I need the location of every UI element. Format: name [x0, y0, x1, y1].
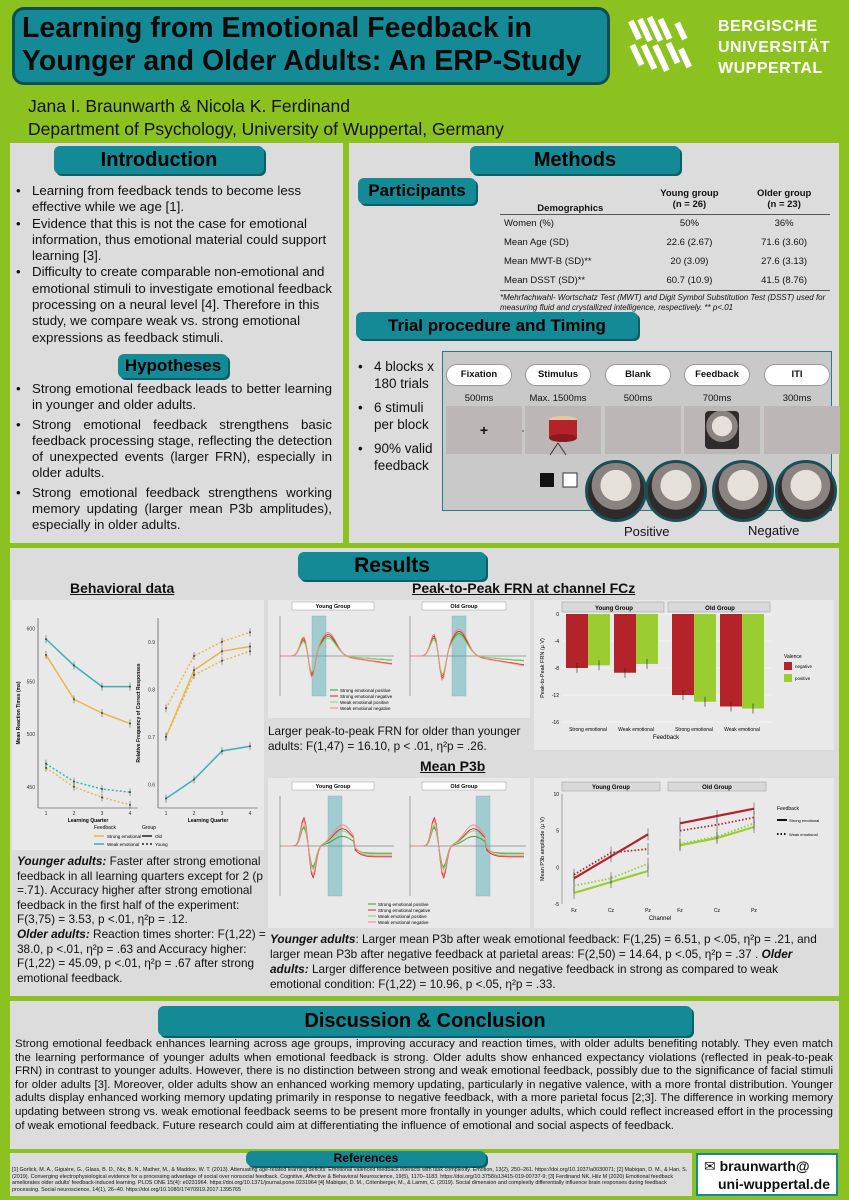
- data-point: [193, 674, 195, 676]
- table-row: Women (%) 50% 36%: [504, 218, 794, 230]
- x-axis-label: Channel: [648, 916, 672, 922]
- p3b-line-figure: [534, 778, 834, 928]
- positive-label: Positive: [624, 524, 670, 539]
- positive-face-2: [645, 460, 707, 522]
- stage-stimulus: Stimulus: [525, 364, 591, 386]
- series-line: [46, 655, 130, 724]
- bar: [614, 614, 636, 673]
- y-tick-label: -4: [554, 639, 559, 645]
- data-point: [221, 750, 223, 752]
- series-line: [166, 746, 250, 798]
- x-tick-label: Cz: [607, 908, 615, 914]
- legend-label: Weak emotional negative: [378, 920, 429, 925]
- table-header: Demographics: [537, 202, 604, 214]
- legend-label: negative: [795, 664, 813, 669]
- bar: [588, 614, 610, 665]
- x-tick-label: Strong emotional: [675, 727, 713, 733]
- p3b-younger: : Larger mean P3b after weak emotional feedback: F(1,25) = 6.51, p <.05, η²p = .21, and larger mean P3b after negative feedback at parietal areas: F(2,50) = 14.64, p <.05, η²p = .37 .: [270, 932, 817, 961]
- erp-waveform: [412, 818, 524, 878]
- data-point: [129, 723, 131, 725]
- duration-fixation: 500ms: [464, 393, 494, 404]
- x-tick-label: 3: [100, 811, 104, 817]
- series-line: [166, 647, 250, 737]
- series-line: [46, 768, 130, 805]
- group-label: Old Group: [450, 784, 478, 790]
- legend-label: Weak emotional positive: [340, 700, 389, 705]
- y-tick-label: 0.6: [148, 782, 155, 789]
- table-row: Mean DSST (SD)** 60.7 (10.9) 41.5 (8.76): [500, 271, 830, 290]
- x-tick-label: Weak emotional: [724, 727, 760, 733]
- frn-erp-figure: [268, 600, 530, 718]
- series-line: [166, 651, 250, 737]
- bar: [720, 614, 742, 706]
- bar: [694, 614, 716, 702]
- y-tick-label: 5: [556, 828, 559, 835]
- frn-bar-chart: [534, 600, 834, 750]
- series-line: [46, 639, 130, 687]
- behavioral-figure: [12, 600, 264, 850]
- legend-label: Strong emotional: [107, 834, 142, 839]
- data-point: [221, 641, 223, 643]
- p3b-erp-chart: [268, 778, 530, 928]
- series-line: [46, 764, 130, 793]
- table-header: Older group (n = 23): [756, 187, 812, 210]
- legend-label: Strong emotional positive: [340, 688, 391, 693]
- negative-label: Negative: [748, 523, 800, 538]
- contact-line-2: uni-wuppertal.de: [718, 1176, 830, 1192]
- x-tick-label: 3: [220, 811, 224, 817]
- legend-title: Group: [142, 825, 156, 831]
- stage-blank: Blank: [605, 364, 671, 386]
- time-window-shade: [452, 616, 466, 696]
- y-tick-label: -5: [554, 902, 559, 908]
- data-point: [129, 686, 131, 688]
- y-tick-label: 500: [26, 732, 35, 739]
- data-point: [249, 650, 251, 652]
- frn-erp-chart: [268, 600, 530, 718]
- y-tick-label: -12: [551, 693, 559, 699]
- x-tick-label: Weak emotional: [618, 727, 654, 733]
- group-label: Young Group: [315, 784, 351, 790]
- time-window-shade: [476, 796, 490, 896]
- behavioral-heading: Behavioral data: [70, 580, 175, 596]
- data-point: [101, 788, 103, 790]
- hypothesis-bullet: • Strong emotional feedback strengthens basic feedback processing stage, reflecting the detection of unexpected events (larger FRN), especially in older adults.: [14, 417, 332, 482]
- y-tick-label: 0.9: [148, 639, 155, 646]
- y-tick-label: 450: [26, 784, 35, 791]
- legend-swatch: [784, 662, 792, 670]
- data-point: [129, 791, 131, 793]
- y-tick-label: -16: [551, 720, 559, 726]
- legend-title: Feedback: [94, 825, 116, 831]
- stage-feedback: Feedback: [684, 364, 750, 386]
- trial-bullets: [356, 358, 438, 474]
- erp-waveform: [412, 629, 524, 680]
- older-behavioral: Reaction times shorter: F(1,22) = 38.0, p <.01, η²p = .63 and Accuracy higher: F(1,22) = 45.09, p <.01, η²p = .67 after strong emotional feedback.: [17, 926, 266, 985]
- bar: [672, 614, 694, 695]
- demographics-table: [500, 184, 830, 291]
- table-note: *Mehrfachwahl- Wortschatz Test (MWT) and Digit Symbol Substitution Test (DSST) used for measuring fluid and crystallized intelligence, respectively. ** p<.01: [500, 292, 826, 312]
- y-axis-label: Mean P3b amplitude (µ V): [540, 816, 546, 882]
- bar: [636, 614, 658, 664]
- data-point: [45, 654, 47, 656]
- table-row: Mean MWT-B (SD)** 20 (3.09) 27.6 (3.13): [504, 256, 808, 267]
- x-tick-label: 1: [44, 811, 48, 817]
- department: Department of Psychology, University of Wuppertal, Germany: [28, 119, 504, 139]
- legend-label: Weak emotional negative: [340, 706, 391, 711]
- y-axis-label: Peak-to-Peak FRN (µ V): [540, 638, 546, 698]
- data-point: [193, 779, 195, 781]
- title-line-1: Learning from Emotional Feedback in: [22, 12, 532, 44]
- data-point: [73, 698, 75, 700]
- legend-swatch: [784, 674, 792, 682]
- legend-label: Strong emotional negative: [340, 694, 393, 699]
- duration-stimulus: Max. 1500ms: [529, 393, 587, 404]
- p3b-line-chart: [534, 778, 834, 928]
- x-tick-label: 4: [248, 811, 252, 817]
- results-heading: Results: [298, 552, 486, 580]
- table-header: Young group (n = 26): [660, 187, 719, 210]
- trial-bullet: • 6 stimuli per block: [356, 399, 438, 433]
- intro-bullet: • Difficulty to create comparable non-emotional and emotional stimuli to investigate emotional feedback processing on a neural level [4]. Therefore in this study, we compare weak vs. strong emotional expressions as feedback stimuli.: [14, 264, 336, 345]
- discussion-heading: Discussion & Conclusion: [158, 1006, 692, 1036]
- data-point: [221, 650, 223, 652]
- p3b-results-text: [270, 932, 830, 992]
- duration-feedback: 700ms: [702, 393, 732, 404]
- x-axis-label: Feedback: [652, 735, 680, 741]
- university-name-2: UNIVERSITÄT: [718, 39, 831, 56]
- p3b-erp-figure: [268, 778, 530, 928]
- x-tick-label: 2: [72, 811, 76, 817]
- y-tick-label: 550: [26, 679, 35, 686]
- y-axis-label: Mean Reaction Times (ms): [16, 681, 22, 745]
- negative-face-1: [712, 460, 774, 522]
- legend-label: Weak emotional: [789, 832, 818, 837]
- table-row: Mean Age (SD) 22.6 (2.67) 71.6 (3.60): [504, 237, 808, 248]
- y-tick-label: 10: [553, 792, 559, 798]
- university-name-1: BERGISCHE: [718, 18, 818, 35]
- y-tick-label: 0.7: [148, 734, 155, 741]
- stage-fixation: Fixation: [446, 364, 512, 386]
- x-tick-label: Cz: [713, 908, 721, 914]
- data-point: [165, 736, 167, 738]
- y-tick-label: 0: [556, 612, 559, 618]
- x-tick-label: 4: [128, 811, 132, 817]
- time-window-shade: [312, 616, 326, 696]
- p3b-younger-label: Younger adults: [270, 932, 356, 946]
- facet-label: Old Group: [702, 785, 732, 791]
- frn-result-text: Larger peak-to-peak FRN for older than younger adults: F(1,47) = 16.10, p < .01, η²p = .26.: [268, 724, 521, 753]
- erp-waveform: [282, 636, 392, 673]
- discussion-text: Strong emotional feedback enhances learning across age groups, improving accuracy and reaction times, with older adults benefiting notably. They even match the learning performance of younger adults when emotional feedback is strong. Older adults show enhanced expectancy violations (reflected in peak-to-peak FRN) in contrast to younger adults. However, there is no distinction between strong and weak emotional feedback, possibly due to the significance of facial stimuli for older adults [3]. Moreover, older adults show an enhanced working memory updating, particularly in negative valence, with a more frontal distribution. Younger adults display enhanced working memory updating primarily in response to negative feedback, with a more parietal focus [2;3]. The difference in working memory updating between strong vs. weak emotional feedback seems to be present more frontally in younger adults, which could reflect increased effort in the processing of weak emotional feedback. Future research could aim at differentiating the influence of emotional and social aspects of feedback.: [15, 1038, 833, 1132]
- data-point: [129, 804, 131, 806]
- erp-waveform: [412, 634, 524, 676]
- legend-label: Strong emotional negative: [378, 908, 431, 913]
- trial-bullet: • 90% valid feedback: [356, 440, 438, 474]
- hypotheses-heading: Hypotheses: [118, 354, 228, 378]
- data-point: [165, 707, 167, 709]
- bar: [566, 614, 588, 668]
- y-axis-label: Relative Frequency of Correct Responses: [136, 663, 142, 763]
- university-logo: [628, 12, 838, 87]
- legend-title: Valence: [784, 654, 802, 660]
- stage-iti: ITI: [764, 364, 830, 386]
- older-label: Older adults:: [17, 926, 90, 941]
- erp-waveform: [412, 631, 524, 678]
- bar: [742, 614, 764, 709]
- intro-bullet: • Evidence that this is not the case for emotional information, thus emotional material could support learning [3].: [14, 216, 336, 265]
- demographics-table-wrap: [500, 184, 830, 313]
- university-emblem-icon: [628, 14, 708, 84]
- duration-blank: 500ms: [623, 393, 653, 404]
- legend-label: Young: [155, 842, 168, 847]
- time-window-shade: [328, 796, 342, 896]
- references-text: [1] Gorlick, M. A., Giguère, G., Glass, B. D., Nix, B. N., Mather, M., & Maddox, W. T. (2013). Attenuating age-related learning deficits: Emotional valenced feedback interacts with task complexity. Emotion, 13(2), 250–261. https://doi.org/10.1037/a0030071; [2] Mabiqan, D. M., & Han, S. (2019). Converging electrophysiological evidence for a processing advantage of social over nonsocial feedback. Cognitive, Affective & Behavioral Neuroscience, 19(5), 1170–1183. https://doi.org/10.3758/s13415-019-00737-9; [3] Ferdinand NK, Hilz M (2020) Emotional feedback ameliorates older adults' feedback-induced learning. PLOS ONE 15(4): e0231964. https://doi.org/10.1371/journal.pone.0231964 [4] Mabiqan, D. M., Critenberger, M., & Lamm, C. (2019). Social dimension and complexity differentially influence brain responses during feedback processing. Social neuroscience, 14(1), 26–40. https://doi.org/10.1080/17470919.2017.1395765: [12, 1167, 688, 1193]
- data-point: [45, 638, 47, 640]
- facet-label: Young Group: [595, 606, 633, 612]
- hypotheses-bullets: [14, 381, 332, 534]
- data-point: [193, 669, 195, 671]
- fixation-cross: +: [479, 422, 489, 438]
- data-point: [73, 781, 75, 783]
- legend-label: Strong emotional positive: [378, 902, 429, 907]
- positive-face-1: [585, 460, 647, 522]
- x-tick-label: Pz: [645, 908, 651, 914]
- legend-label: positive: [795, 676, 811, 681]
- data-point: [73, 665, 75, 667]
- data-point: [221, 660, 223, 662]
- facet-label: Young Group: [592, 785, 630, 791]
- trial-heading: Trial procedure and Timing: [356, 312, 638, 339]
- legend-label: Strong emotional: [789, 818, 820, 823]
- data-point: [45, 767, 47, 769]
- author-block: [28, 95, 504, 141]
- behavioral-chart: [12, 600, 264, 850]
- contact-box[interactable]: [696, 1153, 838, 1196]
- y-tick-label: 0.8: [148, 687, 155, 694]
- university-name-3: WUPPERTAL: [718, 60, 823, 77]
- hypothesis-bullet: • Strong emotional feedback leads to better learning in younger and older adults.: [14, 381, 332, 414]
- data-point: [249, 631, 251, 633]
- introduction-heading: Introduction: [54, 146, 264, 174]
- x-tick-label: Strong emotional: [569, 727, 607, 733]
- references-heading: References: [246, 1151, 486, 1166]
- methods-heading: Methods: [470, 146, 680, 174]
- x-axis-label: Learning Quarter: [187, 818, 229, 824]
- x-tick-label: 2: [192, 811, 196, 817]
- legend-title: Feedback: [777, 806, 799, 812]
- data-point: [193, 655, 195, 657]
- poster-title: [22, 12, 607, 78]
- series-line: [166, 632, 250, 708]
- behavioral-results-text: [17, 854, 267, 985]
- data-point: [249, 646, 251, 648]
- data-point: [73, 786, 75, 788]
- x-tick-label: Fz: [677, 908, 683, 914]
- y-tick-label: 600: [26, 626, 35, 633]
- title-line-2: Younger and Older Adults: An ERP-Study: [22, 45, 582, 77]
- legend-label: Old: [155, 834, 163, 839]
- mail-icon: ✉: [704, 1158, 716, 1174]
- data-point: [101, 686, 103, 688]
- x-tick-label: Pz: [751, 908, 757, 914]
- frn-heading: Peak-to-Peak FRN at channel FCz: [412, 580, 636, 596]
- group-label: Old Group: [450, 604, 478, 610]
- erp-waveform: [282, 635, 392, 676]
- younger-behavioral: Faster after strong emotional feedback in all learning quarters except for 2 (p =.71). Accuracy higher after strong emotional feedback in the first half of the experiment: F(3,75) = 3.53, p <.01, η²p = .12.: [17, 854, 263, 927]
- x-tick-label: Fz: [571, 908, 577, 914]
- hypothesis-bullet: • Strong emotional feedback strengthens working memory updating (larger mean P3b amplitudes), especially in older adults.: [14, 485, 332, 534]
- erp-waveform: [412, 820, 524, 875]
- y-tick-label: 0: [556, 865, 559, 872]
- group-label: Young Group: [315, 604, 351, 610]
- p3b-heading: Mean P3b: [420, 758, 486, 774]
- x-axis-label: Learning Quarter: [67, 818, 109, 824]
- erp-waveform: [282, 633, 392, 678]
- younger-label: Younger adults:: [17, 854, 107, 868]
- data-point: [249, 745, 251, 747]
- data-point: [101, 796, 103, 798]
- facet-label: Old Group: [705, 606, 735, 612]
- frn-bar-figure: [534, 600, 834, 750]
- participants-heading: Participants: [358, 178, 476, 204]
- x-tick-label: 1: [164, 811, 168, 817]
- legend-label: Weak emotional positive: [378, 914, 427, 919]
- authors: Jana I. Braunwarth & Nicola K. Ferdinand: [28, 96, 350, 116]
- data-point: [165, 798, 167, 800]
- p3b-older: Larger difference between positive and negative feedback in strong as compared to weak emotional condition: F(1,22) = 10.96, p <.05, η²p = .33.: [270, 962, 779, 991]
- y-tick-label: -8: [554, 666, 559, 672]
- trial-bullet: • 4 blocks x 180 trials: [356, 358, 438, 392]
- contact-line-1: braunwarth@: [719, 1158, 810, 1174]
- legend-label: Weak emotional: [107, 842, 140, 847]
- intro-bullets: [14, 183, 336, 346]
- duration-iti: 300ms: [782, 393, 812, 404]
- p3b-older-label: Older adults:: [270, 947, 793, 976]
- negative-face-2: [775, 460, 837, 522]
- intro-bullet: • Learning from feedback tends to become less effective while we age [1].: [14, 183, 336, 216]
- data-point: [101, 712, 103, 714]
